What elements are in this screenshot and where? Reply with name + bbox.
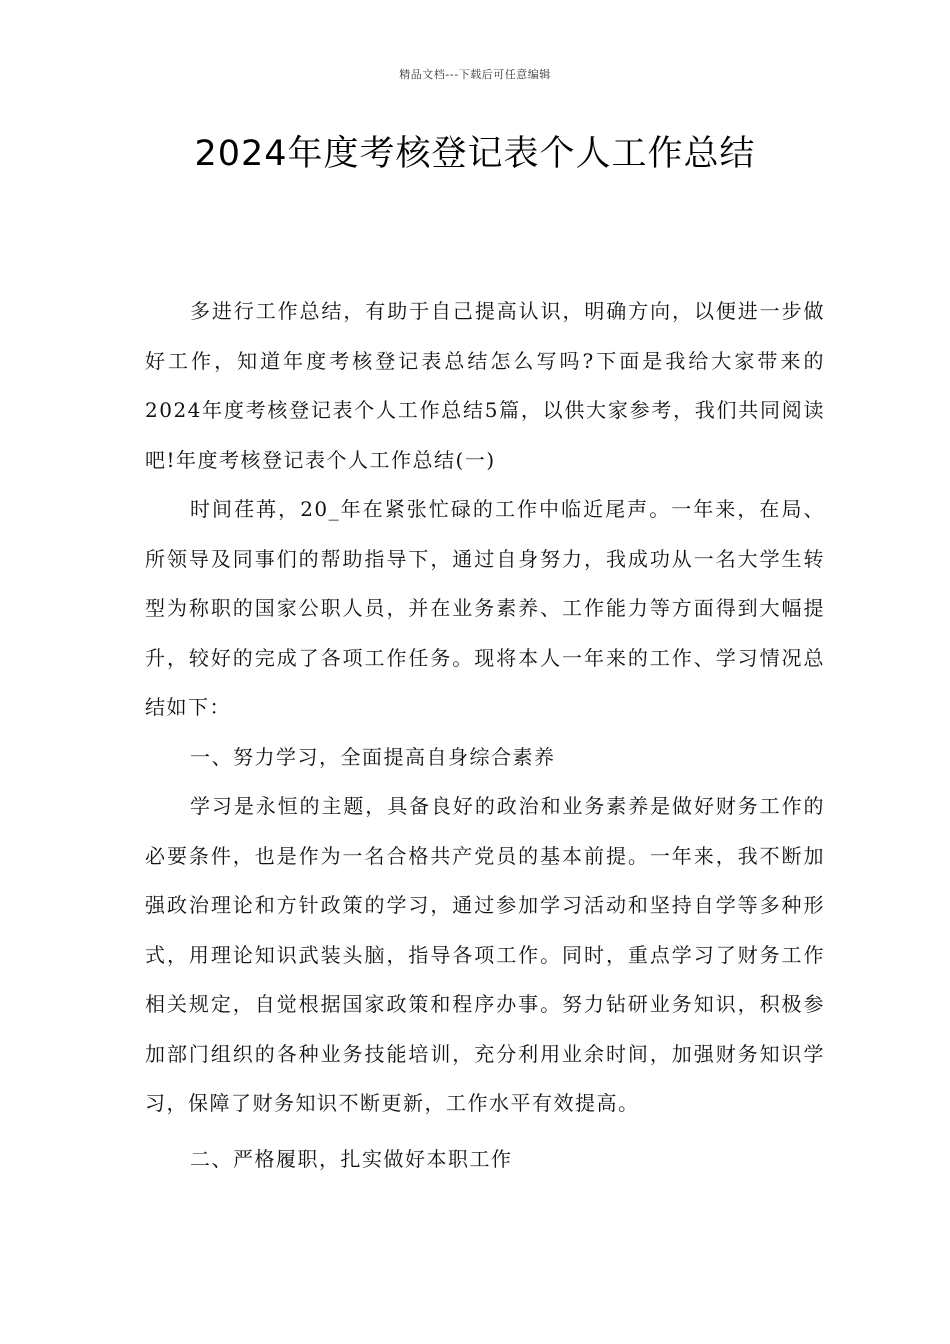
section-heading-2: 二、严格履职，扎实做好本职工作 — [190, 1146, 513, 1171]
document-body — [145, 287, 825, 1184]
header-note: 精品文档---下载后可任意编辑 — [399, 68, 551, 81]
paragraph-overview: 时间荏苒，20_年在紧张忙碌的工作中临近尾声。一年来，在局、所领导及同事们的帮助指导下，通过自身努力，我成功从一名大学生转型为称职的国家公职人员，并在业务素养、工作能力等方面得到大幅提升，较好的完成了各项工作任务。现将本人一年来的工作、学习情况总结如下： — [145, 497, 825, 719]
paragraph-intro: 多进行工作总结，有助于自己提高认识，明确方向，以便进一步做好工作，知道年度考核登记表总结怎么写吗?下面是我给大家带来的2024年度考核登记表个人工作总结5篇，以供大家参考，我们共同阅读吧!年度考核登记表个人工作总结(一) — [145, 299, 825, 472]
document-title: 2024年度考核登记表个人工作总结 — [194, 134, 756, 174]
paragraph-study: 学习是永恒的主题，具备良好的政治和业务素养是做好财务工作的必要条件，也是作为一名合格共产党员的基本前提。一年来，我不断加强政治理论和方针政策的学习，通过参加学习活动和坚持自学等多种形式，用理论知识武装头脑，指导各项工作。同时，重点学习了财务工作相关规定，自觉根据国家政策和程序办事。努力钻研业务知识，积极参加部门组织的各种业务技能培训，充分利用业余时间，加强财务知识学习，保障了财务知识不断更新，工作水平有效提高。 — [145, 794, 825, 1115]
section-heading-1: 一、努力学习，全面提高自身综合素养 — [190, 744, 556, 769]
